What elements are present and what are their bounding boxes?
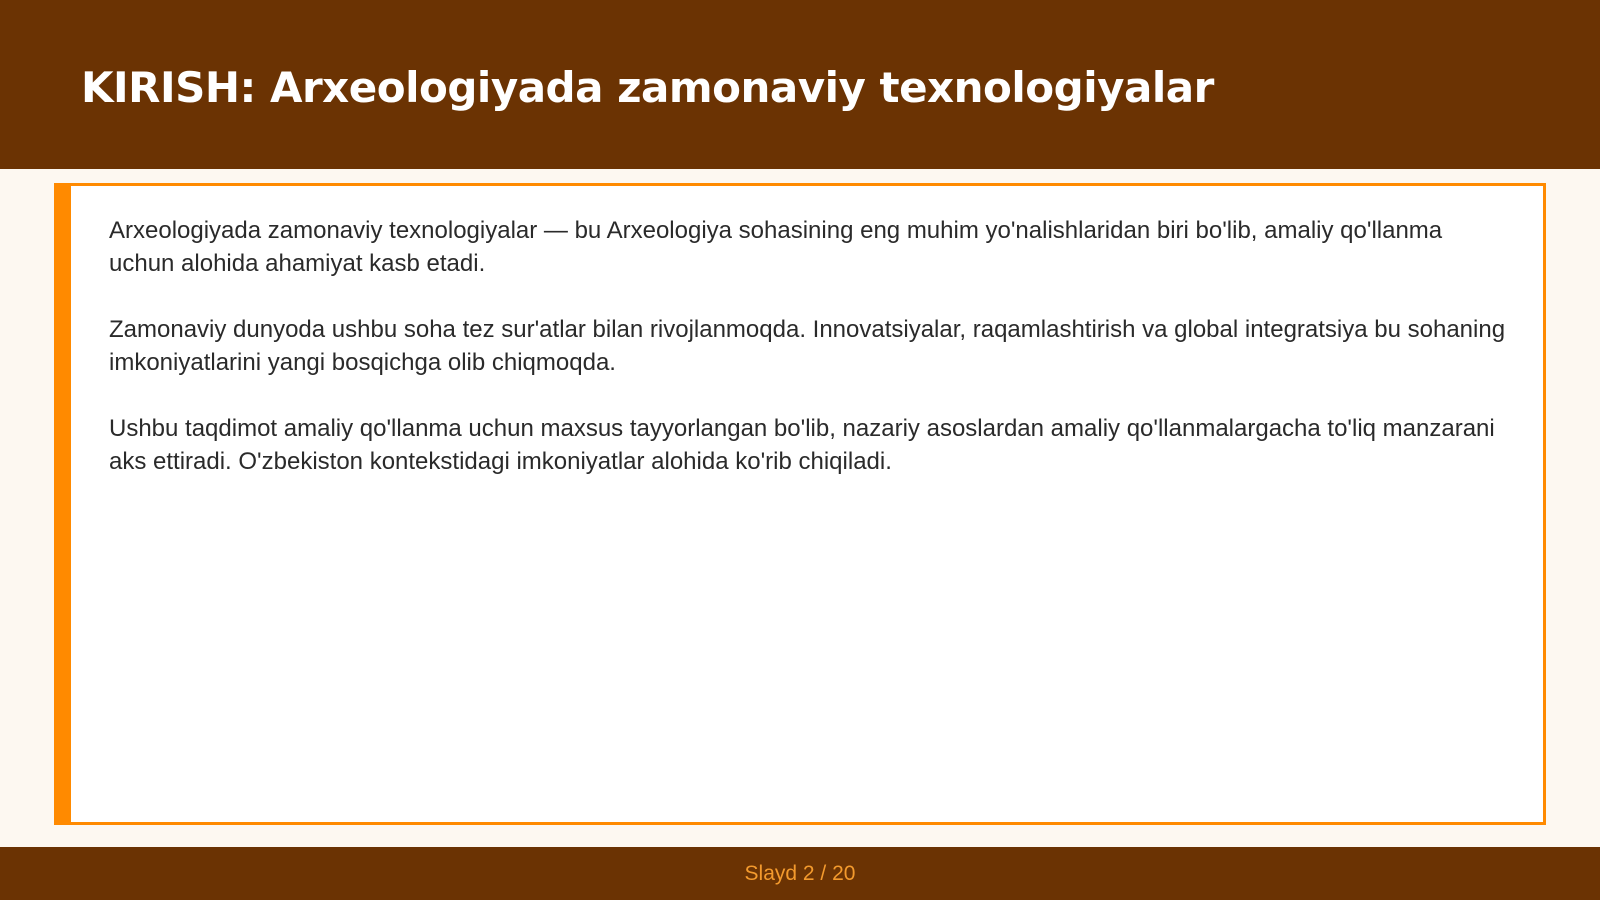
content-text [109, 214, 1509, 511]
paragraph-intro: Arxeologiyada zamonaviy texnologiyalar — bu Arxeologiya sohasining eng muhim yo'nalishlaridan biri bo'lib, amaliy qo'llanma uchun alohida ahamiyat kasb etadi. [109, 217, 1443, 277]
slide-title: KIRISH: Arxeologiyada zamonaviy texnologiyalar [81, 63, 1214, 112]
content-box [54, 183, 1546, 825]
slide-number: Slayd 2 / 20 [744, 862, 856, 885]
slide-footer [0, 847, 1600, 900]
slide-header [0, 0, 1600, 169]
paragraph-presentation: Ushbu taqdimot amaliy qo'llanma uchun maxsus tayyorlangan bo'lib, nazariy asoslardan amaliy qo'llanmalargacha to'liq manzarani aks ettiradi. O'zbekiston kontekstidagi imkoniyatlar alohida ko'rib chiqiladi. [109, 415, 1495, 475]
paragraph-development: Zamonaviy dunyoda ushbu soha tez sur'atlar bilan rivojlanmoqda. Innovatsiyalar, raqamlashtirish va global integratsiya bu sohaning imkoniyatlarini yangi bosqichga olib chiqmoqda. [109, 316, 1506, 376]
